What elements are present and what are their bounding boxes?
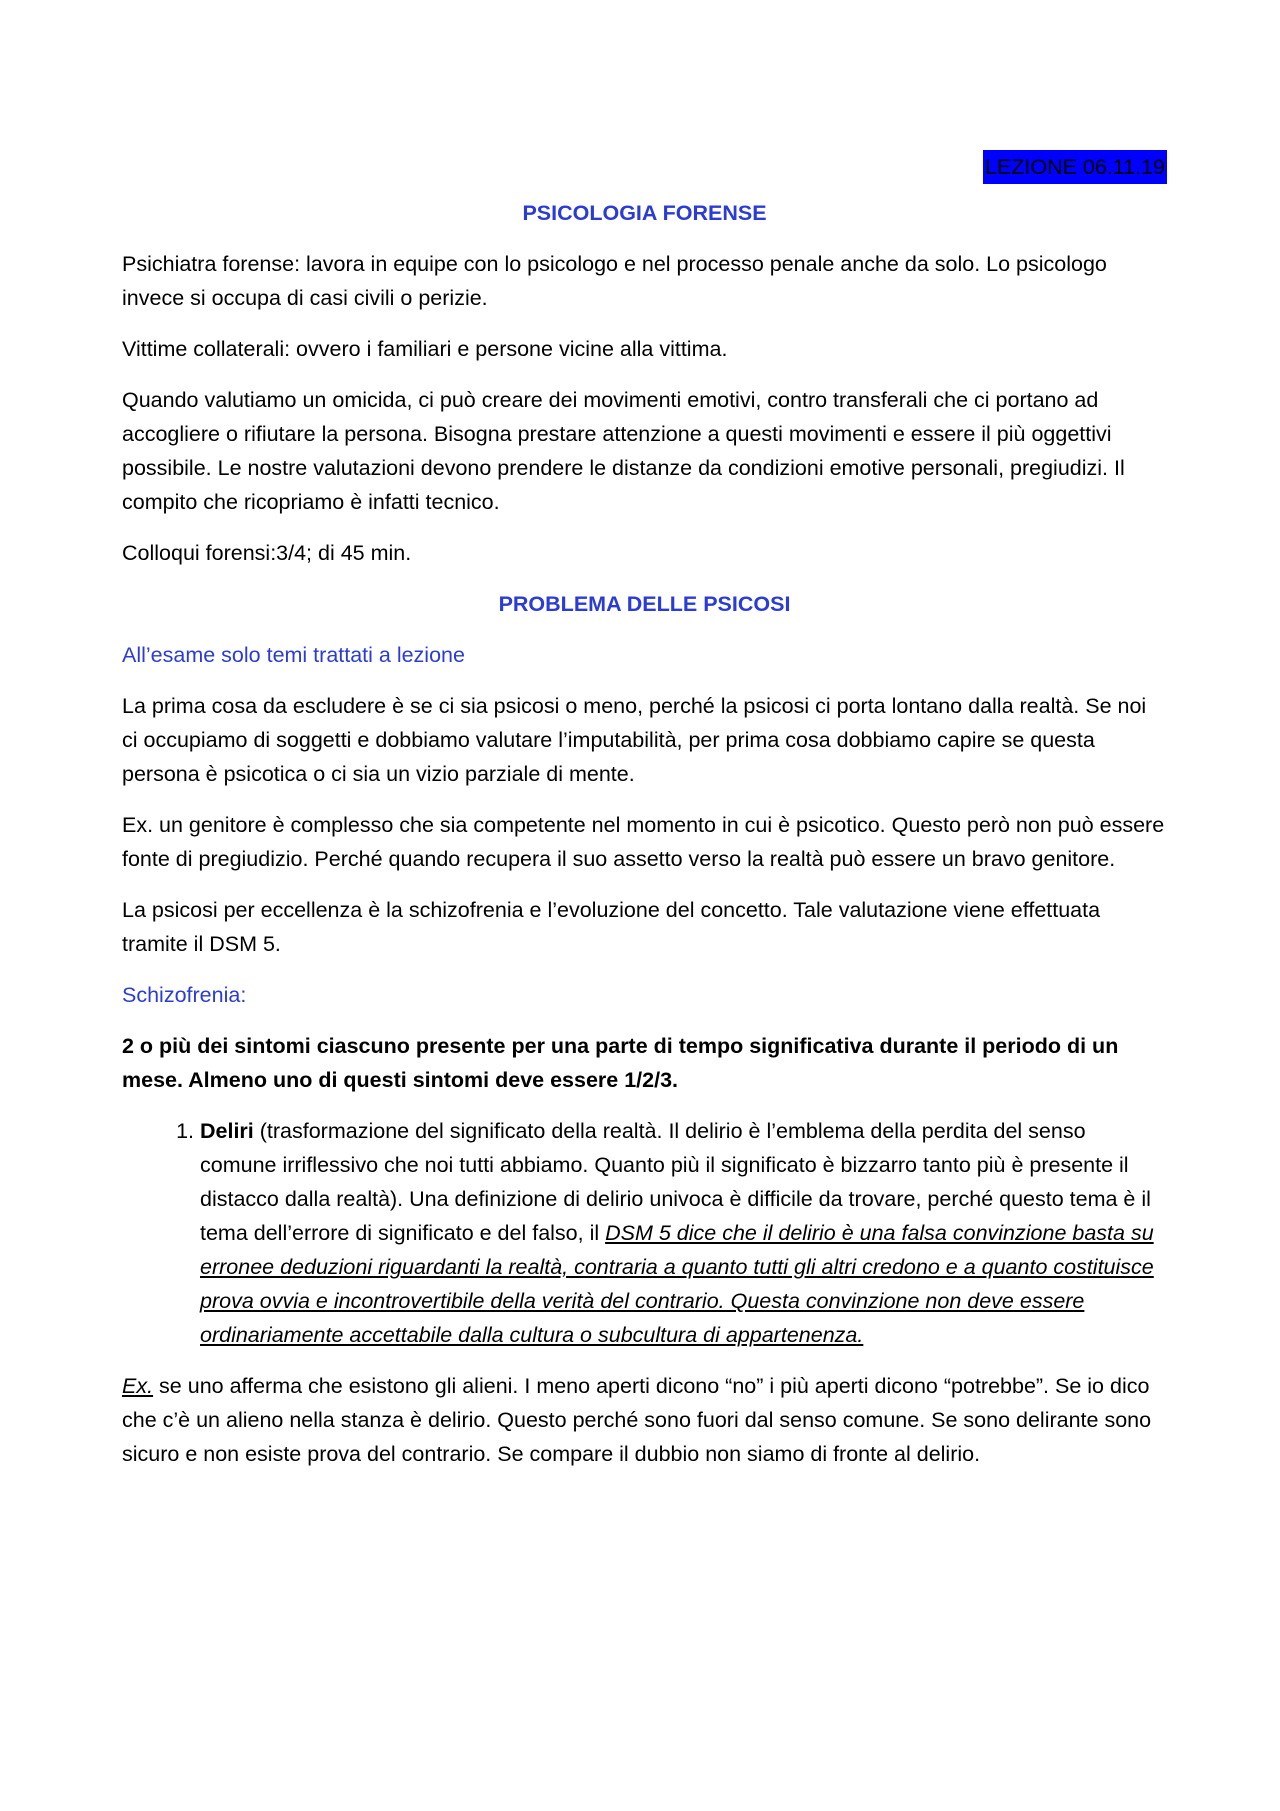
delusions-description: (trasformazione del significato della realtà. Il delirio è l’emblema della perdita del senso comune irriflessivo che noi tutti abbiamo. Quanto più il significato è bizzarro tanto più è presente il distacco dalla realtà). Una definizione di delirio univoca è difficile da trovare, perché questo tema è il tema dell’errore di significato e del falso, il — [200, 1119, 1151, 1245]
document-page — [122, 150, 1167, 1488]
paragraph-parent-example: Ex. un genitore è complesso che sia competente nel momento in cui è psicotico. Questo però non può essere fonte di pregiudizio. Perché quando recupera il suo assetto verso la realtà può essere un bravo genitore. — [122, 813, 1165, 871]
symptoms-list — [122, 1114, 1167, 1352]
section-title-psychosis-problem: PROBLEMA DELLE PSICOSI — [498, 592, 791, 616]
paragraph-schizophrenia-dsm: La psicosi per eccellenza è la schizofrenia e l’evoluzione del concetto. Tale valutazione viene effettuata tramite il DSM 5. — [122, 898, 1101, 956]
paragraph-forensic-interviews: Colloqui forensi:3/4; di 45 min. — [122, 541, 412, 565]
term-delusions: Deliri — [200, 1119, 254, 1143]
example-label: Ex. — [122, 1374, 154, 1398]
paragraph-alien-example — [122, 1369, 1167, 1471]
section-title-forensic-psychology: PSICOLOGIA FORENSE — [522, 201, 767, 225]
paragraph-forensic-psychiatrist: Psichiatra forense: lavora in equipe con lo psicologo e nel processo penale anche da solo. Lo psicologo invece si occupa di casi civili o perizie. — [122, 252, 1107, 310]
paragraph-exclude-psychosis: La prima cosa da escludere è se ci sia psicosi o meno, perché la psicosi ci porta lontano dalla realtà. Se noi ci occupiamo di soggetti e dobbiamo valutare l’imputabilità, per prima cosa dobbiamo capire se questa persona è psicotica o ci sia un vizio parziale di mente. — [122, 694, 1147, 786]
subheading-schizophrenia: Schizofrenia: — [122, 983, 247, 1007]
lesson-date: LEZIONE 06.11.19 — [983, 150, 1167, 184]
list-item-delusions — [200, 1114, 1167, 1352]
example-text: se uno afferma che esistono gli alieni. I meno aperti dicono “no” i più aperti dicono “potrebbe”. Se io dico che c’è un alieno nella stanza è delirio. Questo perché sono fuori dal senso comune. Se sono delirante sono sicuro e non esiste prova del contrario. Se compare il dubbio non siamo di fronte al delirio. — [122, 1374, 1152, 1466]
exam-note: All’esame solo temi trattati a lezione — [122, 643, 465, 667]
date-row — [122, 150, 1167, 190]
dsm-definition-quote: DSM 5 dice che il delirio è una falsa convinzione basta su erronee deduzioni riguardanti la realtà, contraria a quanto tutti gli altri credono e a quanto costituisce prova ovvia e incontrovertibile della verità del contrario. Questa convinzione non deve essere ordinariamente accettabile dalla cultura o subcultura di appartenenza. — [200, 1221, 1154, 1347]
paragraph-collateral-victims: Vittime collaterali: ovvero i familiari e persone vicine alla vittima. — [122, 337, 728, 361]
paragraph-evaluation: Quando valutiamo un omicida, ci può creare dei movimenti emotivi, contro transferali che ci portano ad accogliere o rifiutare la persona. Bisogna prestare attenzione a questi movimenti e essere il più oggettivi possibile. Le nostre valutazioni devono prendere le distanze da condizioni emotive personali, pregiudizi. Il compito che ricopriamo è infatti tecnico. — [122, 388, 1125, 514]
diagnostic-criteria: 2 o più dei sintomi ciascuno presente per una parte di tempo significativa durante il periodo di un mese. Almeno uno di questi sintomi deve essere 1/2/3. — [122, 1034, 1119, 1092]
